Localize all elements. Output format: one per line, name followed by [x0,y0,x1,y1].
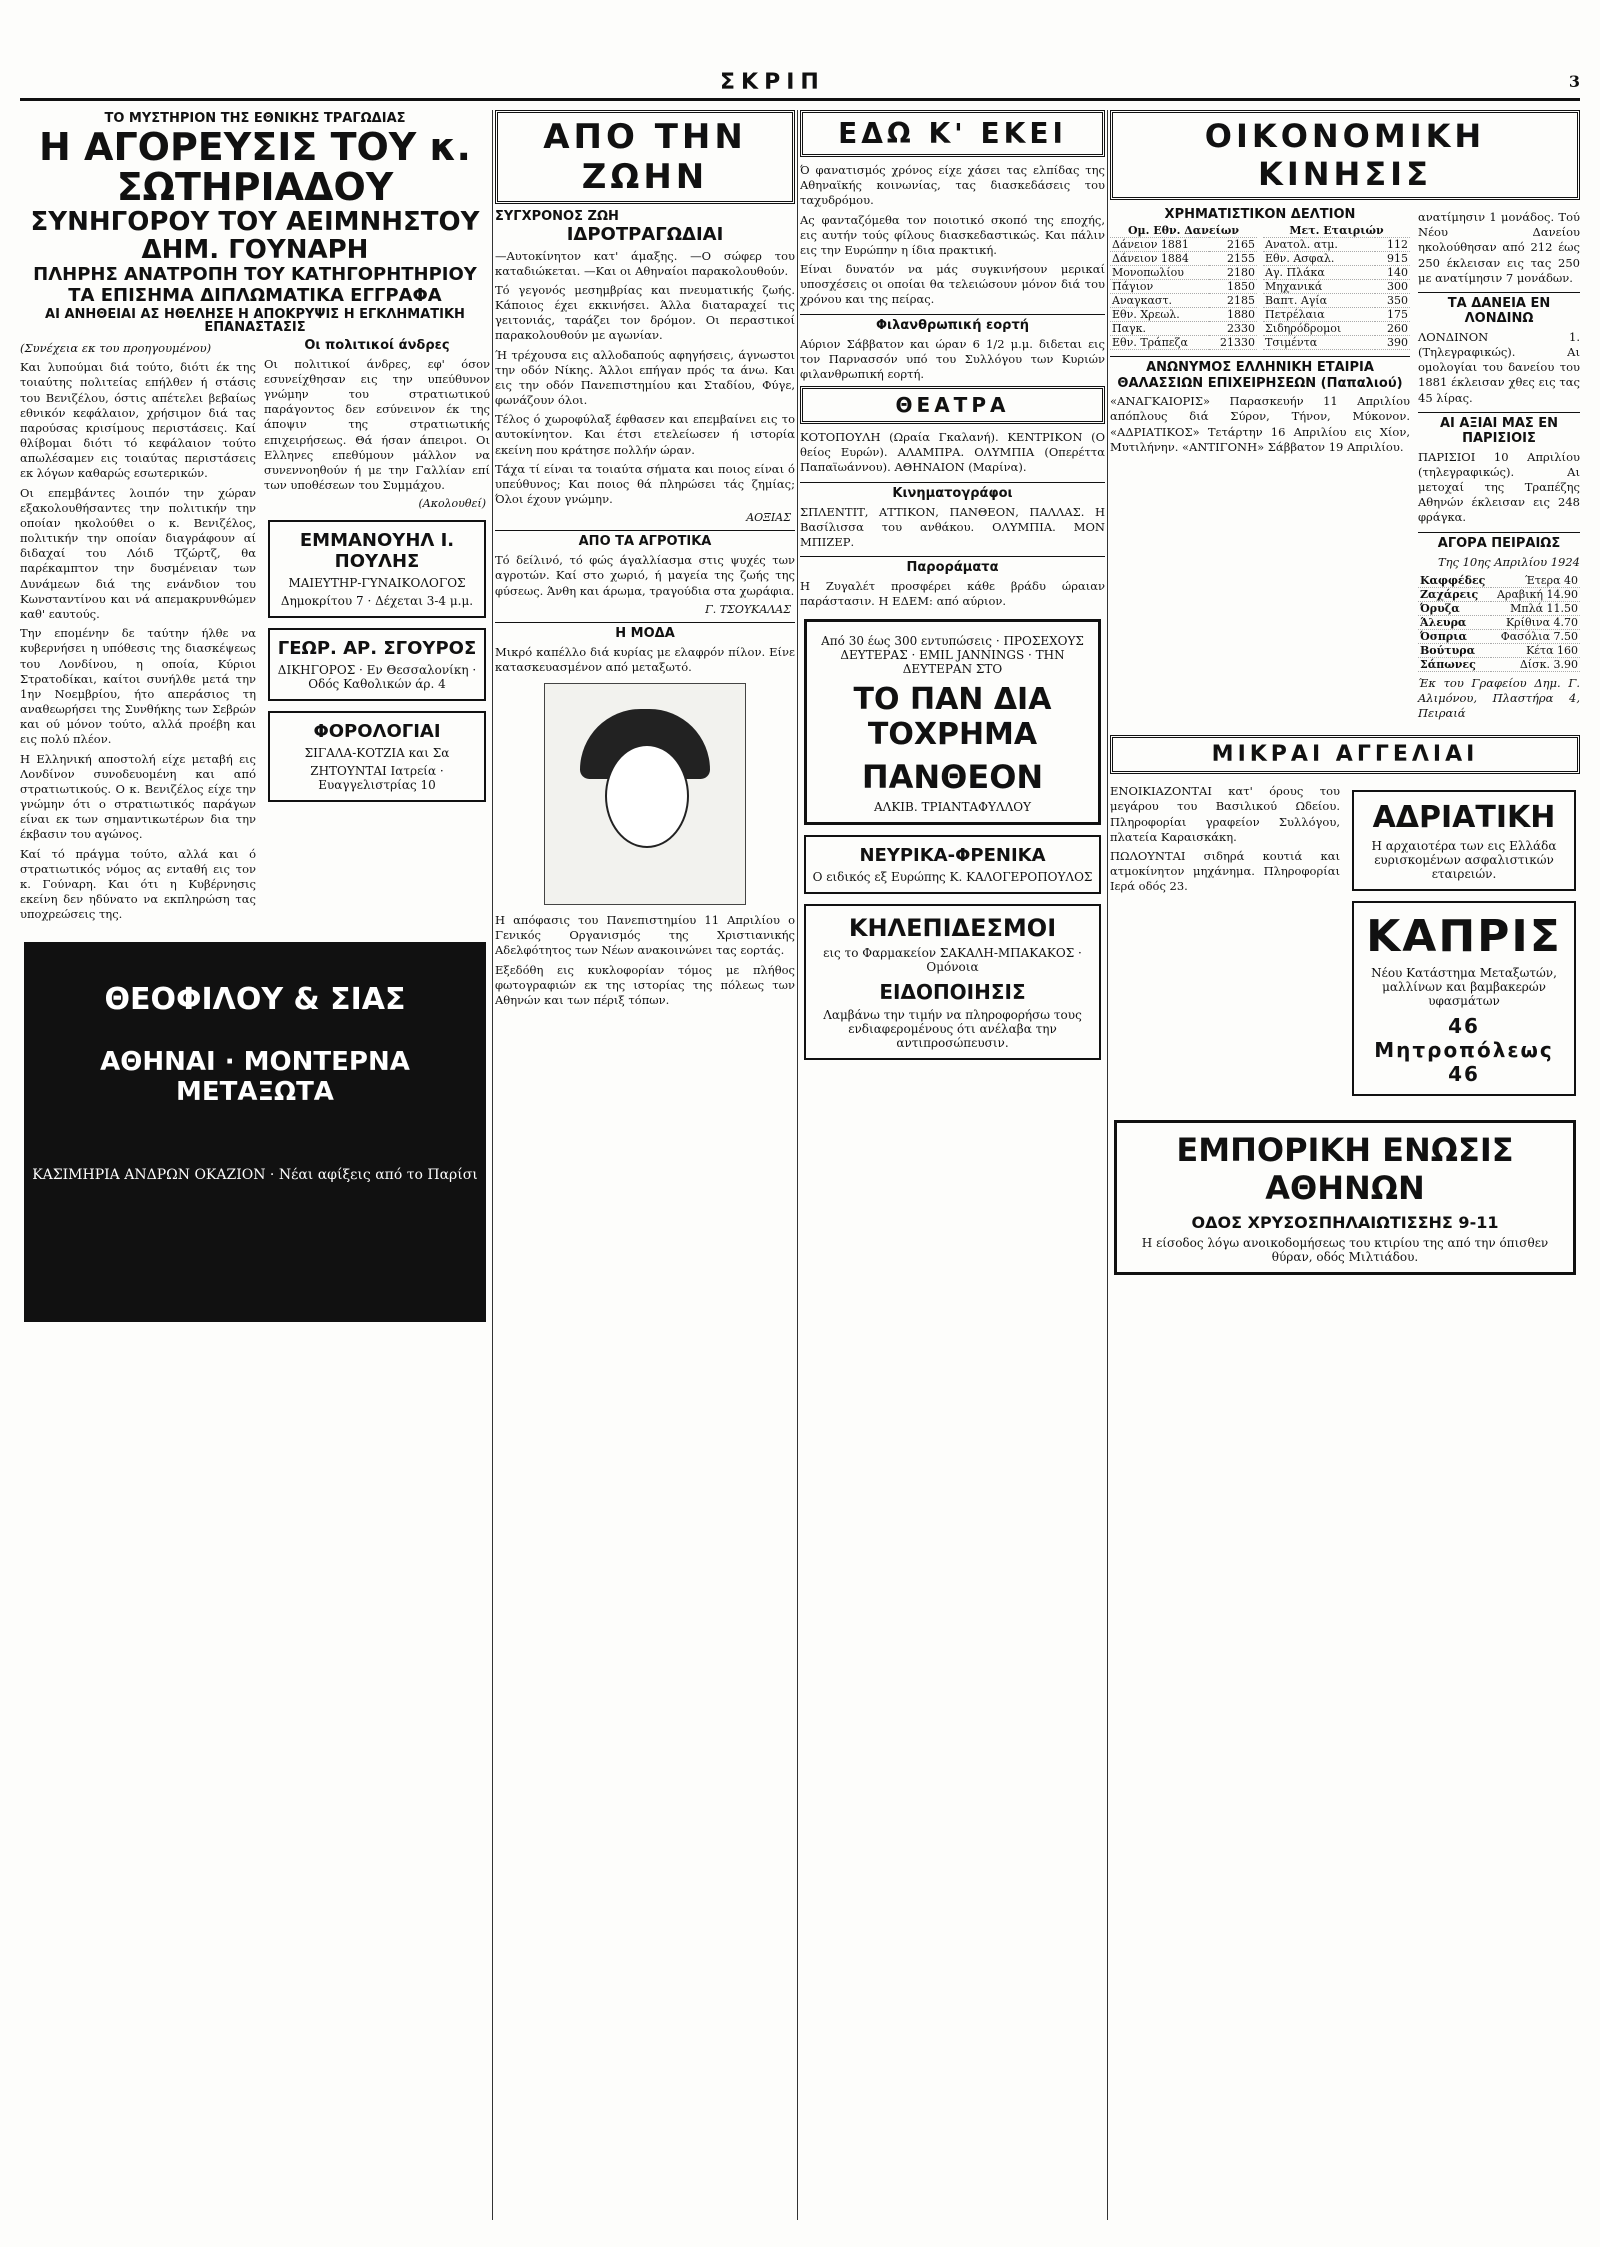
ad-notice-detail: Λαμβάνω την τιμήν να πληροφορήσω τους ενδιαφερομένους ότι ανέλαβα την αντιπροσώπευσιν. [823,1008,1082,1051]
cell-value: 140 [1375,265,1410,279]
table-row [1263,321,1410,335]
cell-label: Όσπρια [1418,629,1491,643]
cell-label: Δάνειον 1881 [1110,237,1209,251]
table-row [1263,251,1410,265]
article-headline: Φιλανθρωπική εορτή [800,314,1105,333]
cell-value: 2165 [1209,237,1257,251]
table-row [1418,615,1580,629]
table-row [1263,237,1410,251]
table-row [1263,307,1410,321]
column-economy [1110,110,1580,2220]
article-deck: ΠΛΗΡΗΣ ΑΝΑΤΡΟΠΗ ΤΟΥ ΚΑΤΗΓΟΡΗΤΗΡΙΟΥ [33,264,477,286]
table-row [1418,587,1580,601]
cell-label: Μηχανικά [1263,279,1375,293]
article-paragraph: Είναι δυνατόν να μάς συγκινήσουν μερικαί υποσχέσεις οι οποίαι θα τελειώσουν μόνον διά του χρόνου και της πείρας. [800,262,1105,307]
article-paragraph: Ή τρέχουσα εις αλλοδαπούς αφηγήσεις, άγνωστοι την οδόν Νίκης. Άλλοι επήγαν πρός τα άνω. Και εις την οδόν Πανεπιστημίου και Σταδίου, Φύγε, φωνάζουν όλοι. [495,347,795,408]
cell-value: 1850 [1209,279,1257,293]
article-section-head: Οι πολιτικοί άνδρες [304,338,450,354]
cell-value: 350 [1375,293,1410,307]
cell-value: 2185 [1209,293,1257,307]
article-paragraph: Η Ζυγαλέτ προσφέρει κάθε βράδυ ώραιαν παράστασιν. Η ΕΔΕΜ: από αύριον. [800,579,1105,609]
section-title: ΟΙΚΟΝΟΜΙΚΗ ΚΙΝΗΣΙΣ [1110,110,1580,200]
theatre-title: ΘΕΑΤΡΑ [800,386,1105,424]
shipping-schedule: «ΑΝΑΓΚΑΙΟΡΙΣ» Παρασκευήν 11 Απριλίου απόπλους διά Σύρον, Τήνον, Μύκονον. «ΑΔΡΙΑΤΙΚΟΣ» Τετάρτην 16 Απριλίου εις Χίον, Μυτιλήνην. «ΑΝΤΙΓΟΝΗ» Σάββατον 19 Απριλίου. [1110,394,1410,454]
article-signature: ΑΟΞΙΑΣ [746,511,791,525]
ad-pharmacy [804,904,1101,1060]
article-paragraph: Τό γεγονός μεσημβρίας και πνευματικής ζωής. Κάποιος έχει εκκινήσει. Άλλα διαταραχεί τις γειτονιάς, ταράζει τον δρόμον. Οι περαστικοί παρακολουθούν με αγωνίαν. [495,282,795,343]
ad-title: ΤΟ ΠΑΝ ΔΙΑ ΤΟΧΡΗΜΑ [853,682,1052,753]
article-deck-2: ΤΑ ΕΠΙΣΗΜΑ ΔΙΠΛΩΜΑΤΙΚΑ ΕΓΓΡΑΦΑ [68,284,442,306]
article-paragraph: Τέλος ό χωροφύλαξ έφθασεν και επεμβαίνει εις το αυτοκίνητον. Και έτσι ετελείωσεν ή ιστορία εκείνη που κράτησε πολλήν ώραν. [495,412,795,457]
article-paragraph: Αύριον Σάββατον και ώραν 6 1/2 μ.μ. διδεται εις τον Παρνασσόν υπό του Συλλόγου των Κυριών φιλανθρωπική εορτή. [800,336,1105,381]
table-row [1418,629,1580,643]
table-row [1418,657,1580,671]
cell-label: Σάπωνες [1418,657,1491,671]
column-rule [492,110,493,2220]
ad-detail: Δημοκρίτου 7 · Δέχεται 3-4 μ.μ. [280,594,474,609]
ad-notice-title: ΕΙΔΟΠΟΙΗΣΙΣ [879,980,1026,1005]
column-here-and-there [800,110,1105,2220]
ad-title: ΚΗΛΕΠΙΔΕΣΜΟΙ [848,914,1057,943]
ad-title: ΕΜΜΑΝΟΥΗΛ Ι. ΠΟΥΛΗΣ [299,530,455,573]
ad-detail: Η αρχαιοτέρα των εις Ελλάδα ευρισκομένων ασφαλιστικών εταιρειών. [1371,839,1557,882]
article-headline: ΙΔΡΟΤΡΑΓΩΔΙΑΙ [566,223,724,245]
ad-subtitle: Από 30 έως 300 εντυπώσεις · ΠΡΟΣΕΧΟΥΣ ΔΕΥΤΕΡΑΣ · EMIL JANNINGS · ΤΗΝ ΔΕΥΤΕΡΑΝ ΣΤΟ [821,634,1084,677]
cell-value: Αραβική 14.90 [1491,587,1580,601]
table-row [1110,265,1257,279]
theatre-listings: ΚΟΤΟΠΟΥΛΗ (Ωραία Γκαλανή). ΚΕΝΤΡΙΚΟΝ (Ο θείος Ευρών). ΑΛΑΜΠΡΑ. ΟΛΥΜΠΙΑ (Οπερέττα Παπαϊωάννου). ΑΘΗΝΑΙΟΝ (Μαρίνα). [800,430,1105,475]
article-paragraph: Η απόφασις του Πανεπιστημίου 11 Απριλίου ο Γενικός Οργανισμός της Χριστιανικής Αδελφότητος των Νέων ανακοινώνει τας εορτάς. [495,913,795,958]
ad-capris [1352,901,1576,1096]
ad-title: ΓΕΩΡ. ΑΡ. ΣΓΟΥΡΟΣ [277,638,477,660]
table-row [1110,237,1257,251]
ad-title: ΘΕΟΦΙΛΟΥ & ΣΙΑΣ [104,982,406,1018]
cinema-listings: ΣΠΛΕΝΤΙΤ, ΑΤΤΙΚΟΝ, ΠΑΝΘΕΟΝ, ΠΑΛΛΑΣ. Η Βασίλισσα του ανθάκου. ΟΛΥΜΠΙΑ. ΜΟΝ ΜΠΙΖΕΡ. [800,504,1105,549]
cell-label: Μονοπωλίου [1110,265,1209,279]
cell-label: Ζαχάρεις [1418,587,1491,601]
cell-value: Κρίθινα 4.70 [1491,615,1580,629]
article-headline: Η ΑΓΟΡΕΥΣΙΣ ΤΟΥ κ. ΣΩΤΗΡΙΑΔΟΥ [39,124,471,209]
newspaper-name: ΣΚΡΙΠ [720,70,825,95]
article-paragraph: Μικρό καπέλλο διά κυρίας με ελαφρόν πίλον. Είνε κατασκευασμένον από μεταξωτό. [495,644,795,674]
table-header: Ομ. Εθν. Δανείων [1110,224,1257,238]
cell-label: Σιδηρόδρομοι [1263,321,1375,335]
fashion-hat-illustration [544,683,746,905]
table-row [1263,293,1410,307]
ad-film [804,619,1101,825]
table-row [1110,279,1257,293]
notes-head: Παροράματα [800,556,1105,575]
article-paragraph: Εξεδόθη εις κυκλοφορίαν τόμος με πλήθος φωτογραφιών εκ της ιστορίας της πόλεως των Αθηνών και των πέριξ τόπων. [495,962,795,1007]
article-paragraph: Καί τό πράγμα τούτο, αλλά και ό στρατιωτικός νόμος ας ενταθή εις τον κ. Γούναρη. Και ότι η Κυβέρνησις εκείνη δεν ηδύνατο να εκπληρώση τας υποχρεώσεις της. [20,846,256,922]
cell-label: Αγ. Πλάκα [1263,265,1375,279]
ad-title: ΝΕΥΡΙΚΑ-ΦΡΕΝΙΚΑ [859,845,1046,867]
ad-title: ΦΟΡΟΛΟΓΙΑΙ [313,721,441,743]
cell-value: 2155 [1209,251,1257,265]
table-row [1418,643,1580,657]
table-row [1110,307,1257,321]
cell-label: Εθν. Χρεωλ. [1110,307,1209,321]
table-row [1418,574,1580,588]
ad-doctor [268,520,486,618]
table-row [1263,265,1410,279]
article-paragraph: Την επομένην δε ταύτην ήλθε να κυβερνήσει η υπόθεσις της διασκέψεως του Λονδίνου, η οποία, Κύριοι Στρατοδίκαι, καίτοι συνήλθε μετά την 1ην Νοεμβρίου, ήτο απεράσιος τη αναθεωρήσει της Συνθήκης των Σεβρών και ού μόνον τούτο, αλλά προέβη και εις πολύ πλέον. [20,626,256,747]
london-head: ΤΑ ΔΑΝΕΙΑ ΕΝ ΛΟΝΔΙΝΩ [1418,292,1580,326]
classifieds-title: ΜΙΚΡΑΙ ΑΓΓΕΛΙΑΙ [1110,735,1580,774]
article-deck-3: ΑΙ ΑΝΗΘΕΙΑΙ ΑΣ ΗΘΕΛΗΣΕ Η ΑΠΟΚΡΥΨΙΣ Η ΕΓΚΛΗΜΑΤΙΚΗ ΕΠΑΝΑΣΤΑΣΙΣ [45,306,465,336]
article-headline: Η ΜΟΔΑ [495,622,795,641]
ad-detail: ΖΗΤΟΥΝΤΑΙ Ιατρεία · Ευαγγελιστρίας 10 [310,764,444,793]
share-prices-table [1263,224,1410,350]
shipping-sub: ΘΑΛΑΣΣΙΩΝ ΕΠΙΧΕΙΡΗΣΕΩΝ (Παπαλιού) [1117,375,1403,391]
article-kicker: ΤΟ ΜΥΣΤΗΡΙΟΝ ΤΗΣ ΕΘΝΙΚΗΣ ΤΡΑΓΩΔΙΑΣ [104,111,406,126]
cell-label: Εθν. Τράπεζα [1110,335,1209,349]
cell-label: Δάνειον 1884 [1110,251,1209,265]
classified-ad: ΕΝΟΙΚΙΑΖΟΝΤΑΙ κατ' όρους του μεγάρου του Βασιλικού Ωδείου. Πληροφορίαι γραφείον Συλλόγου, πλατεία Καραισκάκη. [1110,784,1340,844]
market-date: Της 10ης Απριλίου 1924 [1437,554,1580,569]
cell-value: 112 [1375,237,1410,251]
bond-prices-table [1110,224,1257,350]
market-prices-table [1418,574,1580,672]
cell-label: Καφφέδες [1418,574,1491,588]
piraeus-market-head: ΑΓΟΡΑ ΠΕΙΡΑΙΩΣ [1418,532,1580,551]
article-paragraph: —Αυτοκίνητον κατ' άμαξης. —Ο σώφερ του καταδιώκεται. —Και οι Αθηναίοι παρακολουθούν. [495,248,795,278]
ad-title: ΑΔΡΙΑΤΙΚΗ [1372,800,1556,836]
cell-label: Άλευρα [1418,615,1491,629]
cell-label: Πετρέλαια [1263,307,1375,321]
cell-label: Βούτυρα [1418,643,1491,657]
ad-title: ΕΜΠΟΡΙΚΗ ΕΝΩΣΙΣ ΑΘΗΝΩΝ [1176,1131,1514,1208]
column-from-life [495,110,795,2220]
ad-commercial-union [1114,1120,1576,1275]
section-sub: ΣΥΓΧΡΟΝΟΣ ΖΩΗ [495,209,619,224]
cell-value: 915 [1375,251,1410,265]
column-rule [797,110,798,2220]
ad-theofilou-silks [24,942,486,1322]
cinema-head: Κινηματογράφοι [800,482,1105,501]
table-row [1263,335,1410,349]
shipping-head: ΑΝΩΝΥΜΟΣ ΕΛΛΗΝΙΚΗ ΕΤΑΙΡΙΑ [1110,356,1410,375]
table-header: Μετ. Εταιριών [1263,224,1410,238]
exchange-head: ΧΡΗΜΑΤΙΣΤΙΚΟΝ ΔΕΛΤΙΟΝ [1164,207,1356,222]
classified-ad: ΠΩΛΟΥΝΤΑΙ σιδηρά κουτιά και ατμοκίνητον μηχάνημα. Πληροφορίαι Ιερά οδός 23. [1110,848,1340,894]
ad-address: ΟΔΟΣ ΧΡΥΣΟΣΠΗΛΑΙΩΤΙΣΣΗΣ 9-11 [1191,1213,1499,1233]
article-paragraph: ΠΑΡΙΣΙΟΙ 10 Απριλίου (τηλεγραφικώς). Αι μετοχαί της Τραπέζης Αθηνών έκλεισαν εις 248 φράγκα. [1418,449,1580,525]
cell-value: Δίσκ. 3.90 [1491,657,1580,671]
cell-label: Εθν. Ασφαλ. [1263,251,1375,265]
ad-address: 46 Μητροπόλεως 46 [1374,1014,1554,1087]
article-headline: ΑΠΟ ΤΑ ΑΓΡΟΤΙΚΑ [495,530,795,549]
table-row [1418,601,1580,615]
article-paragraph: ανατίμησιν 1 μονάδος. Τού Νέου Δανείου ηκολούθησαν από 212 έως 250 έκλεισαν εις τας 250 με ανατίμησιν 7 μονάδων. [1418,210,1580,285]
article-signature: Γ. ΤΣΟΥΚΑΛΑΣ [705,602,791,616]
article-subheadline: ΣΥΝΗΓΟΡΟΥ ΤΟΥ ΑΕΙΜΝΗΣΤΟΥ ΔΗΜ. ΓΟΥΝΑΡΗ [30,207,480,265]
cell-value: Φασόλια 7.50 [1491,629,1580,643]
article-paragraph: Οι επεμβάντες λοιπόν την χώραν εξακολουθήσαντες την πολιτικήν την οποίαν ηκολούθει ο κ. Βενιζέλος, πολιτικήν την οποίαν διαγράφουν αί διδαχαί του Λόιδ Τζώρτζ, θα παρέκαμπτον την δυσμένειαν των Δυνάμεων διά της ενάνδιον του Κωνσταντίνου και νά απεμακρυνθώμεν καθ' εαυτούς. [20,485,256,621]
table-row [1110,335,1257,349]
article-continued: (Ακολουθεί) [418,497,486,511]
article-paragraph: Τό δείλινό, τό φώς άγαλλίασμα στις ψυχές των αγροτών. Καί στο χωριό, ή μαγεία της ζωής της φύσεως. Άνθη και άρωμα, τραγούδια στα χωράφια. [495,553,795,598]
cell-value: 175 [1375,307,1410,321]
ad-subtitle: ΜΑΙΕΥΤΗΡ-ΓΥΝΑΙΚΟΛΟΓΟΣ [288,576,466,591]
cell-label: Βαπτ. Αγία [1263,293,1375,307]
cell-label: Παγκ. [1110,321,1209,335]
cell-value: 1880 [1209,307,1257,321]
paris-head: ΑΙ ΑΞΙΑΙ ΜΑΣ ΕΝ ΠΑΡΙΣΙΟΙΣ [1418,412,1580,446]
ad-subtitle: ΔΙΚΗΓΟΡΟΣ · Εν Θεσσαλονίκη · Οδός Καθολικών άρ. 4 [277,663,477,692]
cell-value: Έτερα 40 [1491,574,1580,588]
cell-value: 2330 [1209,321,1257,335]
cell-value: Μπλά 11.50 [1491,601,1580,615]
cell-value: 21330 [1209,335,1257,349]
ad-cinema: ΠΑΝΘΕΟΝ [861,758,1044,797]
article-paragraph: Οι πολιτικοί άνδρες, εφ' όσον εσυνείχθησαν εις την υπεύθυνον γνώμην του στρατιωτικού παράγοντος δεν εσύνεινον έκ της άποψιν της στρατιωτικής επιχειρήσεως. Θά ήσαν άπειροι. Οι Ελληνες επεθύμουν μάλλον να συνεννοηθούν ή με την Γαλλίαν επί των υποθέσεων του Συμμάχου. [264,356,490,493]
cell-value: 2180 [1209,265,1257,279]
ad-taxes [268,711,486,802]
article-paragraph: Και λυπούμαι διά τούτο, διότι έκ της τοιαύτης πολιτείας επήλθεν ή στάσις του Βενιζέλου, όστις απέτελει βεβαίως εθνικόν κεφάλαιον, χρήσιμον διά τας παρούσας κρισίμους περιστάσεις. Καί θλίβομαι διότι τό κεφάλαιον τούτο απωλέσαμεν εις τοιαύτας περιστάσεις εκ λόγων καθαρώς εσωτερικών. [20,360,256,481]
article-paragraph: Η Ελληνική αποστολή είχε μεταβή εις Λονδίνον συνοδευομένη και από στρατιωτικούς. Ο κ. Βενιζέλος είχε την γνώμην ότι ο στρατιωτικός παράγων είναι εκ των σημαντικωτέρων δια την έκβασιν του αγώνος. [20,751,256,842]
article-paragraph: ΛΟΝΔΙΝΟΝ 1. (Τηλεγραφικώς). Αι ομολογίαι του δανείου του 1881 έκλεισαν χθες εις τας 45 λίρας. [1418,329,1580,405]
ad-lawyer [268,628,486,701]
article-paragraph: Τάχα τί είναι τα τοιαύτα σήματα και ποιος είναι ό υπεύθυνος; Και ποιος θά πληρώσει τάς ζημίας; Όλοι έχουν γνώμην. [495,461,795,507]
cell-label: Ανατολ. ατμ. [1263,237,1375,251]
cell-label: Τσιμέντα [1263,335,1375,349]
face-shape [605,744,689,848]
ad-detail: Ο ειδικός εξ Ευρώπης Κ. ΚΑΛΟΓΕΡΟΠΟΥΛΟΣ [812,870,1093,885]
ad-subtitle: ΑΘΗΝΑΙ · ΜΟΝΤΕΡΝΑ ΜΕΤΑΞΩΤΑ [100,1047,410,1108]
cell-label: Όρυζα [1418,601,1491,615]
ad-title: ΚΑΠΡΙΣ [1366,911,1562,963]
section-title: ΑΠΟ ΤΗΝ ΖΩΗΝ [495,110,795,204]
table-row [1110,321,1257,335]
article-intro: (Συνέχεια εκ του προηγουμένου) [20,341,212,356]
ad-detail: εις το Φαρμακείον ΣΑΚΑΛΗ-ΜΠΑΚΑΚΟΣ · Ομόνοια [823,946,1082,975]
market-source: Έκ του Γραφείου Δημ. Γ. Αλιμόνου, Πλαστήρα 4, Πειραιά [1418,675,1580,721]
ad-detail: Η είσοδος λόγω ανοικοδομήσεως του κτιρίου της από την όπισθεν θύραν, οδός Μιλτιάδου. [1141,1236,1549,1265]
cell-value: 260 [1375,321,1410,335]
page-number: 3 [1568,72,1580,91]
ad-neurologist [804,835,1101,894]
cell-value: Κέτα 160 [1491,643,1580,657]
ad-detail: ΑΛΚΙΒ. ΤΡΙΑΝΤΑΦΥΛΛΟΥ [874,800,1031,815]
column-main-article [20,110,490,2220]
cell-value: 390 [1375,335,1410,349]
article-paragraph: Ας φανταζόμεθα τον ποιοτικό σκοπό της εποχής, εις αυτήν τούς φίλους διασκεδαστικώς. Και πάλιν εις την Ευρώπην η ίδια πρακτική. [800,212,1105,257]
table-row [1110,251,1257,265]
article-paragraph: Ό φανατισμός χρόνος είχε χάσει τας ελπίδας της Αθηναϊκής κοινωνίας, τας διασκεδάσεις του ταχυδρόμου. [800,163,1105,208]
ad-detail: Νέου Κατάστημα Μεταξωτών, μαλλίνων και βαμβακερών υφασμάτων [1371,966,1557,1009]
cell-label: Πάγιον [1110,279,1209,293]
ad-adriatiki [1352,790,1576,891]
cell-label: Αναγκαστ. [1110,293,1209,307]
column-rule [1107,110,1108,2220]
section-title: ΕΔΩ Κ' ΕΚΕΙ [800,110,1105,157]
cell-value: 300 [1375,279,1410,293]
ad-detail: ΚΑΣΙΜΗΡΙΑ ΑΝΔΡΩΝ ΟΚΑΖΙΟΝ · Νέαι αφίξεις από το Παρίσι [32,1167,478,1184]
masthead [20,70,1580,101]
ad-subtitle: ΣΙΓΑΛΑ-ΚΟΤΖΙΑ και Σα [304,746,450,761]
table-row [1110,293,1257,307]
table-row [1263,279,1410,293]
